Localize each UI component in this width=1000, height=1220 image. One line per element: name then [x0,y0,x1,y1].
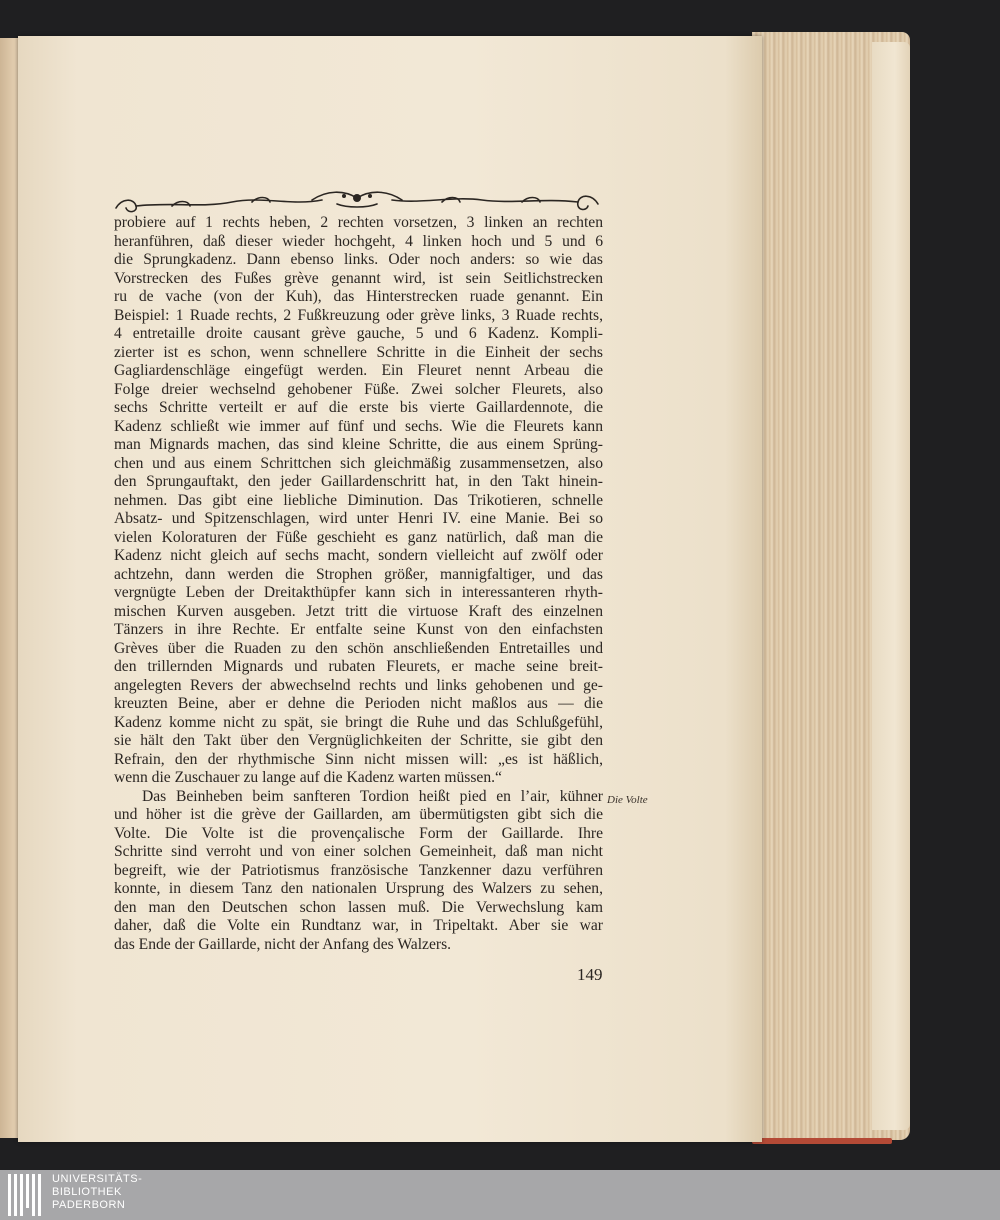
text-line: Kadenz schließt wie immer auf fünf und sechs. Wie die Fleurets kann [114,417,603,435]
text-line: und höher ist die grève der Gaillarden, am übermütigsten gibt sich die [114,806,603,823]
text-line: Grèves über die Ruaden zu den schön anschließenden Entretailles und [114,639,603,657]
text-line: Absatz- und Spitzenschlagen, wird unter Henri IV. eine Manie. Bei so [114,510,603,527]
text-line: Tänzers in ihre Rechte. Er entfalte seine Kunst von den einfachsten [114,621,603,638]
library-footer-bar [0,1170,1000,1220]
text-line: das Ende der Gaillarde, nicht der Anfang des Walzers. [114,935,452,953]
text-line: angelegten Revers der abwechselnd rechts und links gehobenen und ge- [114,676,603,694]
text-line: vielen Koloraturen der Füße geschieht es ganz natürlich, daß man die [114,528,603,546]
text-line: 4 entretaille droite causant grève gauche, 5 und 6 Kadenz. Kompli- [114,325,603,342]
text-line: achtzehn, dann werden die Strophen größer, mannigfaltiger, und das [114,565,603,583]
text-line: sie hält den Takt über den Vergnüglichkeiten der Schritte, sie gibt den [114,732,603,749]
text-line: Volte. Die Volte ist die provençalische Form der Gaillarde. Ihre [114,824,603,842]
text-line: Kadenz nicht gleich auf sechs macht, sondern vielleicht auf zwölf oder [114,547,603,564]
text-line: heranführen, daß dieser wieder hochgeht, 4 linken hoch und 5 und 6 [114,232,603,250]
text-line: Vorstrecken des Fußes grève genannt wird, ist sein Seitlichstrecken [114,269,603,287]
text-line: Das Beinheben beim sanfteren Tordion heißt pied en l’air, kühner [142,787,603,805]
text-line: wenn die Zuschauer zu lange auf die Kadenz warten müssen.“ [114,769,502,786]
page-number: 149 [577,965,603,984]
text-line: Refrain, den der rhythmische Sinn nicht missen will: „es ist häßlich, [114,750,603,768]
page-stack-edges [752,32,910,1140]
text-line: daher, daß die Volte ein Rundtanz war, in Tripeltakt. Aber sie war [114,917,603,934]
text-line: Gagliardenschläge eingefügt werden. Ein Fleuret nennt Arbeau die [114,362,603,379]
book-page [18,36,762,1142]
library-name-line3: PADERBORN [52,1199,126,1211]
red-edge-strip [752,1138,892,1144]
text-line: ru de vache (von der Kuh), das Hinterstrecken ruade genannt. Ein [114,288,603,305]
text-line: man Mignards machen, das sind kleine Schritte, die aus einem Sprüng- [114,436,603,453]
page-body-text [114,214,603,954]
library-name-line2: BIBLIOTHEK [52,1186,122,1198]
text-line: chen und aus einem Schrittchen sich gleichmäßig zusammensetzen, also [114,454,603,472]
text-line: nehmen. Das gibt eine liebliche Diminution. Das Trikotieren, schnelle [114,491,603,509]
text-line: Beispiel: 1 Ruade rechts, 2 Fußkreuzung oder grève links, 3 Ruade rechts, [114,306,603,324]
text-line: probiere auf 1 rechts heben, 2 rechten vorsetzen, 3 linken an rechten [114,214,603,231]
decorative-headpiece-ornament [112,184,602,214]
text-line: den trillernden Mignards und rubaten Fleurets, er mache seine breit- [114,658,603,675]
text-line: sechs Schritte verteilt er auf die erste bis vierte Gaillardennote, die [114,399,603,416]
text-line: den man den Deutschen schon lassen muß. Die Verwechslung kam [114,898,603,916]
library-name [52,1173,142,1212]
text-line: mischen Kurven ausgeben. Jetzt tritt die virtuose Kraft des einzelnen [114,602,603,620]
library-name-line1: UNIVERSITÄTS- [52,1173,143,1185]
text-line: Kadenz komme nicht zu spät, sie bringt die Ruhe und das Schlußgefühl, [114,713,603,731]
text-line: die Sprungkadenz. Dann ebenso links. Oder noch anders: so wie das [114,251,603,268]
text-line: kreuzten Beine, aber er dehne die Perioden nicht maßlos aus — die [114,695,603,712]
margin-note: Die Volte [607,794,648,806]
text-line: konnte, in diesem Tanz den nationalen Ursprung des Walzers zu sehen, [114,880,603,897]
text-line: zierter ist es schon, wenn schnellere Schritte in die Einheit der sechs [114,343,603,361]
text-line: Folge dreier wechselnd gehobener Füße. Zwei solcher Fleurets, also [114,380,603,398]
text-line: Schritte sind verroht und von einer solchen Gemeinheit, daß man nicht [114,843,603,860]
text-line: begreift, wie der Patriotismus französische Tanzkenner dazu verführen [114,861,603,879]
library-logo-icon [6,1174,46,1216]
text-line: den Sprungauftakt, den jeder Gaillardenschritt hat, in den Takt hinein- [114,473,603,490]
book-cover-edge [872,42,910,1130]
text-line: vergnügte Leben der Dreitakthüpfer kann sich in interessanteren rhyth- [114,584,603,601]
